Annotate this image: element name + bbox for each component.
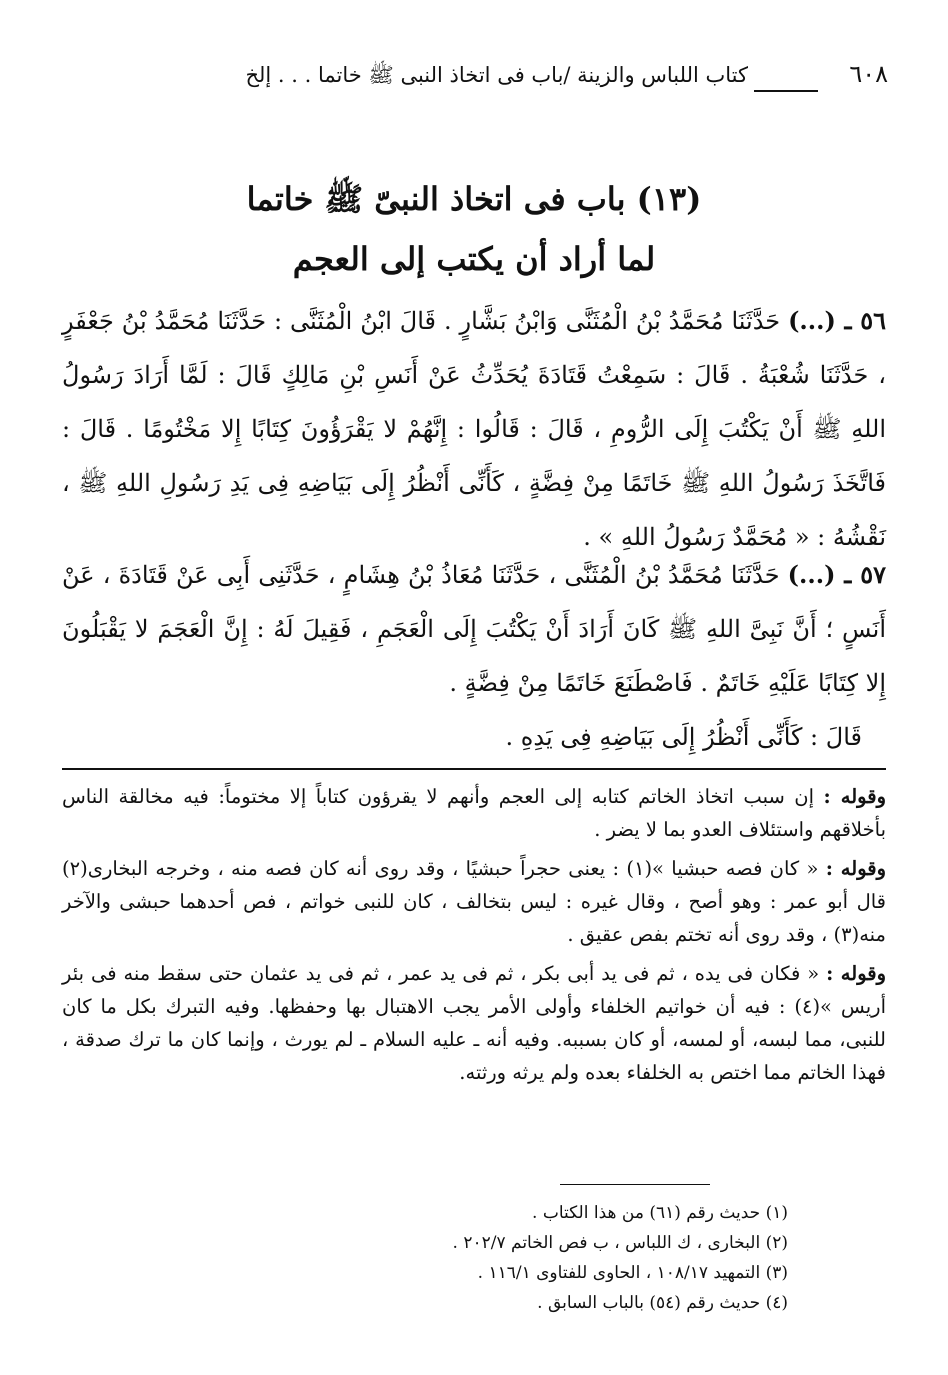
commentary-lead: وقوله : xyxy=(825,857,887,880)
commentary-paragraph xyxy=(62,957,886,1089)
commentary-lead: وقوله : xyxy=(826,962,887,985)
commentary-text: « فكان فى يده ، ثم فى يد أبى بكر ، ثم فى يد عمر ، ثم فى يد عثمان حتى سقط منه فى بئر أريس »(٤) : فيه أن خواتيم الخلفاء وأولى الأمر يجب الاهتبال بها وحفظها. وفيه التبرك بكل ما كان للنبى، مما لبسه، أو لمسه، أو كان بسببه. وفيه أنه ـ عليه السلام ـ لم يورث ، وإنما كان ما ترك صدقة ، فهذا الخاتم مما اختص به الخلفاء بعده ولم يرثه ورثته. xyxy=(62,962,887,1084)
footnotes xyxy=(62,1198,788,1318)
hadith-number: ٥٦ ـ (...) xyxy=(788,306,886,335)
header-rule xyxy=(754,90,818,92)
chapter-subtitle: لما أراد أن يكتب إلى العجم xyxy=(292,240,656,278)
page-number: ٦٠٨ xyxy=(849,60,888,88)
hadith-56 xyxy=(62,294,886,564)
hadith-text: حَدَّثَنَا مُحَمَّدُ بْنُ الْمُثَنَّى ، حَدَّثَنَا مُعَاذُ بْنُ هِشَامٍ ، حَدَّثَنِى أَبِى عَنْ قَتَادَةَ ، عَنْ أَنَسٍ ؛ أَنَّ نَبِىَّ اللهِ ﷺ كَانَ أَرَادَ أَنْ يَكْتُبَ إِلَى الْعَجَمِ ، فَقِيلَ لَهُ : إِنَّ الْعَجَمَ لا يَقْبَلُونَ إِلا كِتَابًا عَلَيْهِ خَاتَمٌ . فَاصْطَنَعَ خَاتَمًا مِنْ فِضَّةٍ . xyxy=(62,561,886,697)
footnote-4: (٤) حديث رقم (٥٤) بالباب السابق . xyxy=(537,1293,788,1313)
commentary-text: إن سبب اتخاذ الخاتم كتابه إلى العجم وأنهم لا يقرؤون كتاباً إلا مختوماً: فيه مخالقة الناس بأخلاقهم واستئلاف العدو بما لا يضر . xyxy=(62,785,886,841)
chapter-title: (١٣) باب فى اتخاذ النبىّ ﷺ خاتما xyxy=(246,180,702,218)
commentary xyxy=(62,780,886,1095)
hadith-57 xyxy=(62,548,886,764)
commentary-text: « كان فصه حبشيا »(١) : يعنى حجراً حبشيًا ، وقد روى أنه كان فصه منه ، وخرجه البخارى(٢) قال أبو عمر : وهو أصح ، وقال غيره : ليس بتخالف ، كان للنبى خواتم ، فص أحدهما حبشى والآخر منه(٣) ، وقد روى أنه تختم بفص عقيق . xyxy=(62,857,886,946)
commentary-paragraph xyxy=(62,852,886,951)
running-title: كتاب اللباس والزينة /باب فى اتخاذ النبى ﷺ خاتما . . . إلخ xyxy=(245,63,748,87)
footnote-divider xyxy=(560,1184,710,1185)
commentary-lead: وقوله : xyxy=(823,785,886,808)
commentary-paragraph xyxy=(62,780,886,846)
footnote-3: (٣) التمهيد ١٠٨/١٧ ، الحاوى للفتاوى ١١٦/١ . xyxy=(477,1263,788,1283)
commentary-divider xyxy=(62,768,886,770)
footnote-2: (٢) البخارى ، ك اللباس ، ب فص الخاتم ٢٠٢/٧ . xyxy=(452,1233,788,1253)
hadith-text: حَدَّثَنَا مُحَمَّدُ بْنُ الْمُثَنَّى وَابْنُ بَشَّارٍ . قَالَ ابْنُ الْمُثَنَّى : حَدَّثَنَا مُحَمَّدُ بْنُ جَعْفَرٍ ، حَدَّثَنَا شُعْبَةُ . قَالَ : سَمِعْتُ قَتَادَةَ يُحَدِّثُ عَنْ أَنَسِ بْنِ مَالِكٍ قَالَ : لَمَّا أَرَادَ رَسُولُ اللهِ ﷺ أَنْ يَكْتُبَ إِلَى الرُّومِ ، قَالَ : قَالُوا : إِنَّهُمْ لا يَقْرَؤُونَ كِتَابًا إِلا مَخْتُومًا . قَالَ : فَاتَّخَذَ رَسُولُ اللهِ ﷺ خَاتَمًا مِنْ فِضَّةٍ ، كَأَنِّى أَنْظُرُ إِلَى بَيَاضِهِ فِى يَدِ رَسُولِ اللهِ ﷺ ، نَقْشُهُ : « مُحَمَّدٌ رَسُولُ اللهِ » . xyxy=(62,307,886,551)
hadith-number: ٥٧ ـ (...) xyxy=(787,560,886,589)
footnote-1: (١) حديث رقم (٦١) من هذا الكتاب . xyxy=(532,1203,788,1223)
hadith-text-continuation: قَالَ : كَأَنِّى أَنْظُرُ إِلَى بَيَاضِهِ فِى يَدِهِ . xyxy=(505,723,862,751)
